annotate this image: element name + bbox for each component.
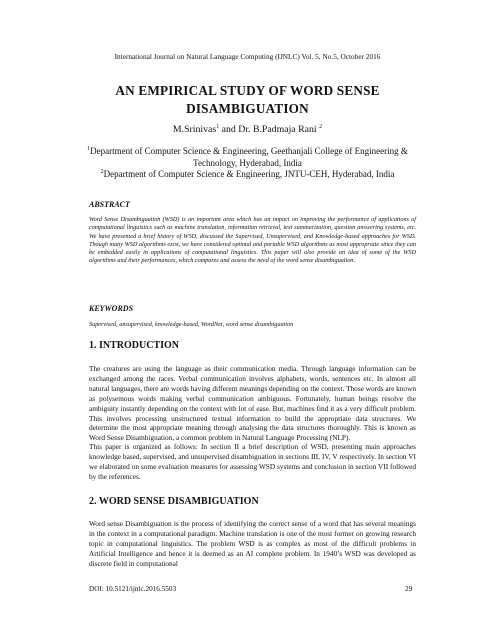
journal-header: International Journal on Natural Language Computing (IJNLC) Vol. 5, No.5, October 2016	[114, 52, 381, 61]
abstract-heading: ABSTRACT	[89, 200, 130, 209]
abstract-body: Word Sense Disambiguation (WSD) is an important area which has an impact on improving the performance of applications of computational linguistics such as machine translation, information retrieval, text summarization, question answering systems, etc. We have presented a brief history of WSD, discussed the Supervised, Unsupervised, and Knowledge-based approaches for WSD. Though many WSD algorithms exist, we have considered optimal and portable WSD algorithms as most appropriate since they can be embedded easily in applications of computational linguistics. This paper will also provide an idea of some of the WSD algorithms and their performances, which compares and assess the need of the word sense disambiguation.	[89, 216, 416, 265]
author-2: and Dr. B.Padmaja Rani	[219, 124, 320, 135]
section-1-heading: 1. INTRODUCTION	[89, 340, 180, 351]
section-1-paragraph-1: The creatures are using the language as their communication media. Through language information can be exchanged among the races. Verbal communication involves alphabets, words, sentences etc. In almost all natural languages, there are words having different meanings depending on the context. Those words are known as polysemous words making verbal communication ambiguous. Fortunately, human beings resolve the ambiguity instantly depending on the context with lot of ease. But, machines find it as a very difficult problem. This involves processing unstructured textual information to build the appropriate data structures. We determine the most appropriate meaning through analysing the data structures thoroughly. This is known as Word Sense Disambiguation, a common problem in Natural Language Processing (NLP).	[89, 364, 416, 443]
affiliations	[70, 146, 425, 181]
footer-doi: DOI: 10.5121/ijnlc.2016.5503	[89, 585, 177, 593]
affiliation-2-superscript: 2	[100, 169, 104, 175]
page-number: 29	[405, 585, 413, 593]
paper-title	[60, 82, 435, 118]
affiliation-1-superscript: 1	[87, 146, 91, 152]
title-line-1: AN EMPIRICAL STUDY OF WORD SENSE	[115, 83, 380, 98]
keywords-heading: KEYWORDS	[89, 304, 134, 313]
title-line-2: DISAMBIGUATION	[186, 101, 309, 116]
author-1: M.Srinivas	[172, 124, 217, 135]
affiliation-1	[70, 146, 425, 169]
affiliation-2	[70, 169, 425, 181]
author-line	[0, 124, 495, 135]
keywords-body: Supervised, unsupervised, knowledge-based, WordNet, word sense disambiguation	[89, 321, 294, 328]
section-1-paragraph-2: This paper is organized as follows: In section II a brief description of WSD, presenting main approaches knowledge based, supervised, and unsupervised disambiguation in sections III, IV, V respectively. In section VI we elaborated on some evaluation measures for assessing WSD systems and conclusion in section VII followed by the references.	[89, 442, 416, 481]
author-2-superscript: 2	[319, 124, 323, 130]
affiliation-2-text: Department of Computer Science & Engineering, JNTU-CEH, Hyderabad, India	[103, 169, 395, 179]
affiliation-1-text: Department of Computer Science & Engineering, Geethanjali College of Engineering & Technology, Hyderabad, India	[90, 146, 408, 168]
section-2-paragraph-1: Word sense Disambiguation is the process of identifying the correct sense of a word that has several meanings in the context in a computational paradigm. Machine translation is one of the most former on growing research topic in computational linguistics. The problem WSD is as complex as most of the difficult problems in Artificial Intelligence and hence it is deemed as an AI complete problem. In 1940’s WSD was developed as discrete field in computational	[89, 519, 416, 568]
section-2-heading: 2. WORD SENSE DISAMBIGUATION	[89, 496, 259, 507]
author-1-superscript: 1	[216, 124, 220, 130]
